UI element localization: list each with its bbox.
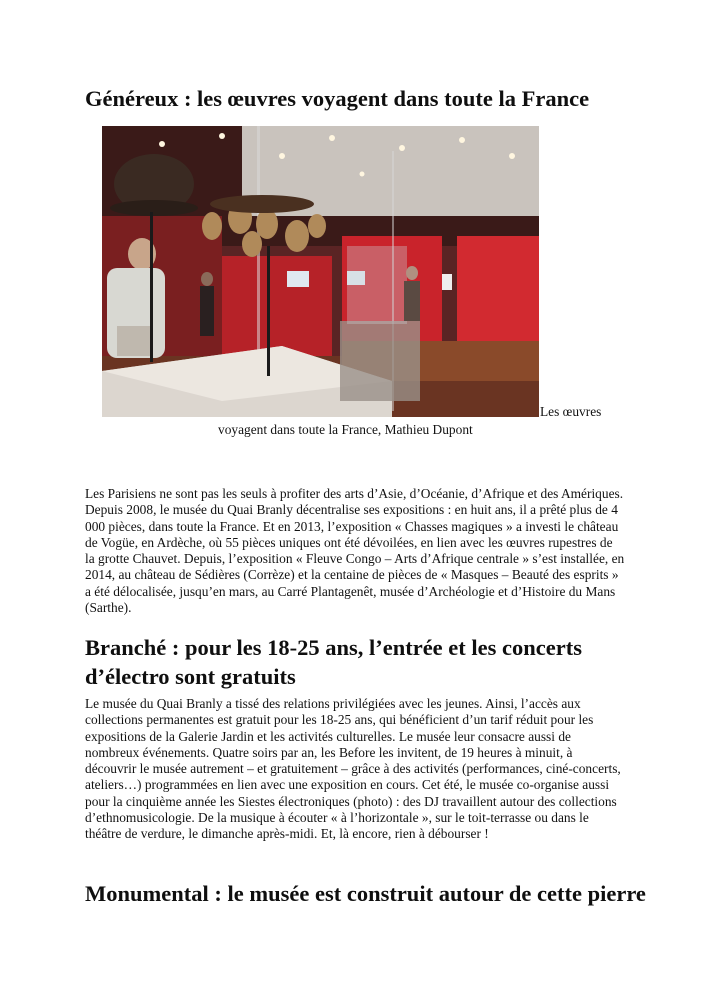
section-heading-monumental: Monumental : le musée est construit autour de cette pierre — [85, 881, 646, 906]
museum-gallery-photo — [102, 126, 539, 417]
paragraph-genereux: Les Parisiens ne sont pas les seuls à profiter des arts d’Asie, d’Océanie, d’Afrique et des Amériques. Depuis 2008, le musée du Quai Branly décentralise ses expositions : en huit ans, il a prêté plus de 4 000 pièces, dans toute la France. Et en 2013, l’exposition « Chasses magiques » a investi le château de Vogüe, en Ardèche, où 55 pièces uniques ont été dévoilées, en lien avec les œuvres rupestres de la grotte Chauvet. Depuis, l’exposition « Fleuve Congo – Arts d’Afrique centrale » s’est installée, en 2014, au château de Sédières (Corrèze) et la centaine de pièces de « Masques – Beauté des esprits » a été délocalisée, jusqu’en mars, au Carré Plantagenêt, musée d’Archéologie et d’Histoire du Mans (Sarthe). — [85, 486, 625, 616]
photo-caption: Les œuvres — [540, 404, 602, 419]
paragraph-branche: Le musée du Quai Branly a tissé des relations privilégiées avec les jeunes. Ainsi, l’accès aux collections permanentes est gratuit pour les 18-25 ans, qui bénéficient d’un tarif réduit pour les expositions de la Galerie Jardin et les activités culturelles. Le musée leur consacre aussi de nombreux événements. Quatre soirs par an, les Before les invitent, de 19 heures à minuit, à découvrir le musée autrement – et gratuitement – grâce à des activités (performances, ciné-concerts, ateliers…) programmées en lien avec une exposition en cours. Cet été, le musée co-organise aussi pour la cinquième année les Siestes électroniques (photo) : des DJ travaillent autour des collections d’ethnomusicologie. De la musique à écouter « à l’horizontale », sur le toit-terrasse ou dans le théâtre de verdure, le dimanche après-midi. Et, là encore, rien à débourser ! — [85, 696, 621, 842]
section-heading-genereux: Généreux : les œuvres voyagent dans toute la France — [85, 86, 590, 111]
section-heading-branche: Branché : pour les 18-25 ans, l’entrée et les concerts d’électro sont gratuits — [85, 635, 582, 689]
photo-caption-continued: voyagent dans toute la France, Mathieu Dupont — [218, 422, 473, 437]
